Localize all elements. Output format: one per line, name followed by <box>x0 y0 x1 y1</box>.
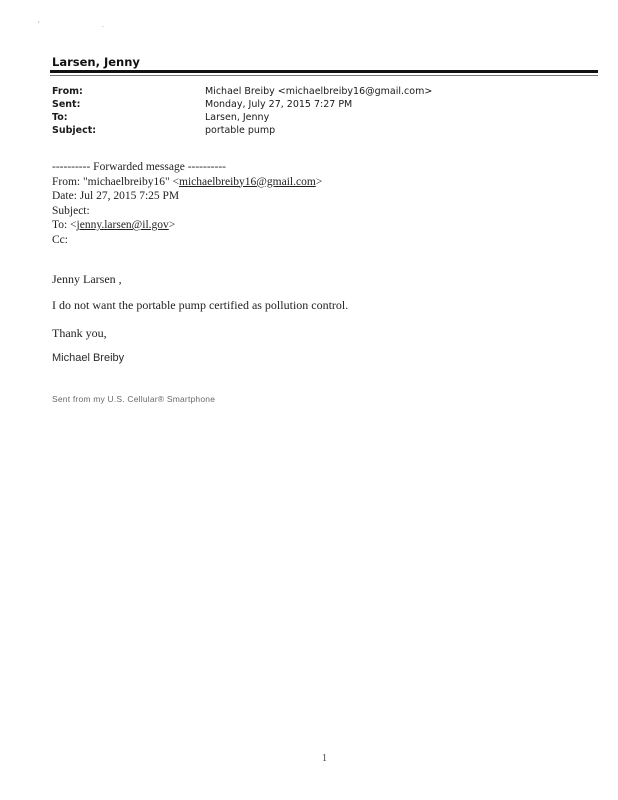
sender-name: Larsen, Jenny <box>52 55 140 69</box>
closing: Thank you, <box>52 326 107 340</box>
sent-from-line: Sent from my U.S. Cellular® Smartphone <box>52 394 216 404</box>
sent-value: Monday, July 27, 2015 7:27 PM <box>205 99 353 110</box>
forwarded-cc: Cc: <box>52 233 68 246</box>
forwarded-to-suffix: > <box>168 219 176 231</box>
sent-label: Sent: <box>52 99 81 110</box>
forwarded-from <box>52 175 322 190</box>
subject-label: Subject: <box>52 125 97 136</box>
message-text: I do not want the portable pump certified as pollution control. <box>52 298 349 312</box>
scan-specks: ' . <box>38 20 134 29</box>
forwarded-to-email-link[interactable]: jenny.larsen@il.gov <box>76 219 169 231</box>
header-rule <box>50 70 598 73</box>
forwarded-from-email-link[interactable]: michaelbreiby16@gmail.com <box>179 175 316 188</box>
from-value: Michael Breiby <michaelbreiby16@gmail.com> <box>205 86 433 97</box>
forwarded-subject: Subject: <box>52 204 90 217</box>
forwarded-from-prefix: From: "michaelbreiby16" < <box>52 175 180 188</box>
greeting: Jenny Larsen , <box>52 272 122 286</box>
forwarded-to <box>52 218 322 233</box>
subject-value: portable pump <box>205 125 276 136</box>
from-label: From: <box>52 86 83 97</box>
forwarded-to-prefix: To: < <box>52 219 77 231</box>
forwarded-banner: ---------- Forwarded message ---------- <box>52 161 226 173</box>
page-number: 1 <box>322 753 327 764</box>
to-value: Larsen, Jenny <box>205 112 270 123</box>
header-rule-thin <box>50 75 598 76</box>
signature: Michael Breiby <box>52 352 125 364</box>
forwarded-date: Date: Jul 27, 2015 7:25 PM <box>52 190 180 202</box>
forwarded-message <box>52 160 322 247</box>
forwarded-from-suffix: > <box>315 175 323 188</box>
to-label: To: <box>52 112 68 123</box>
